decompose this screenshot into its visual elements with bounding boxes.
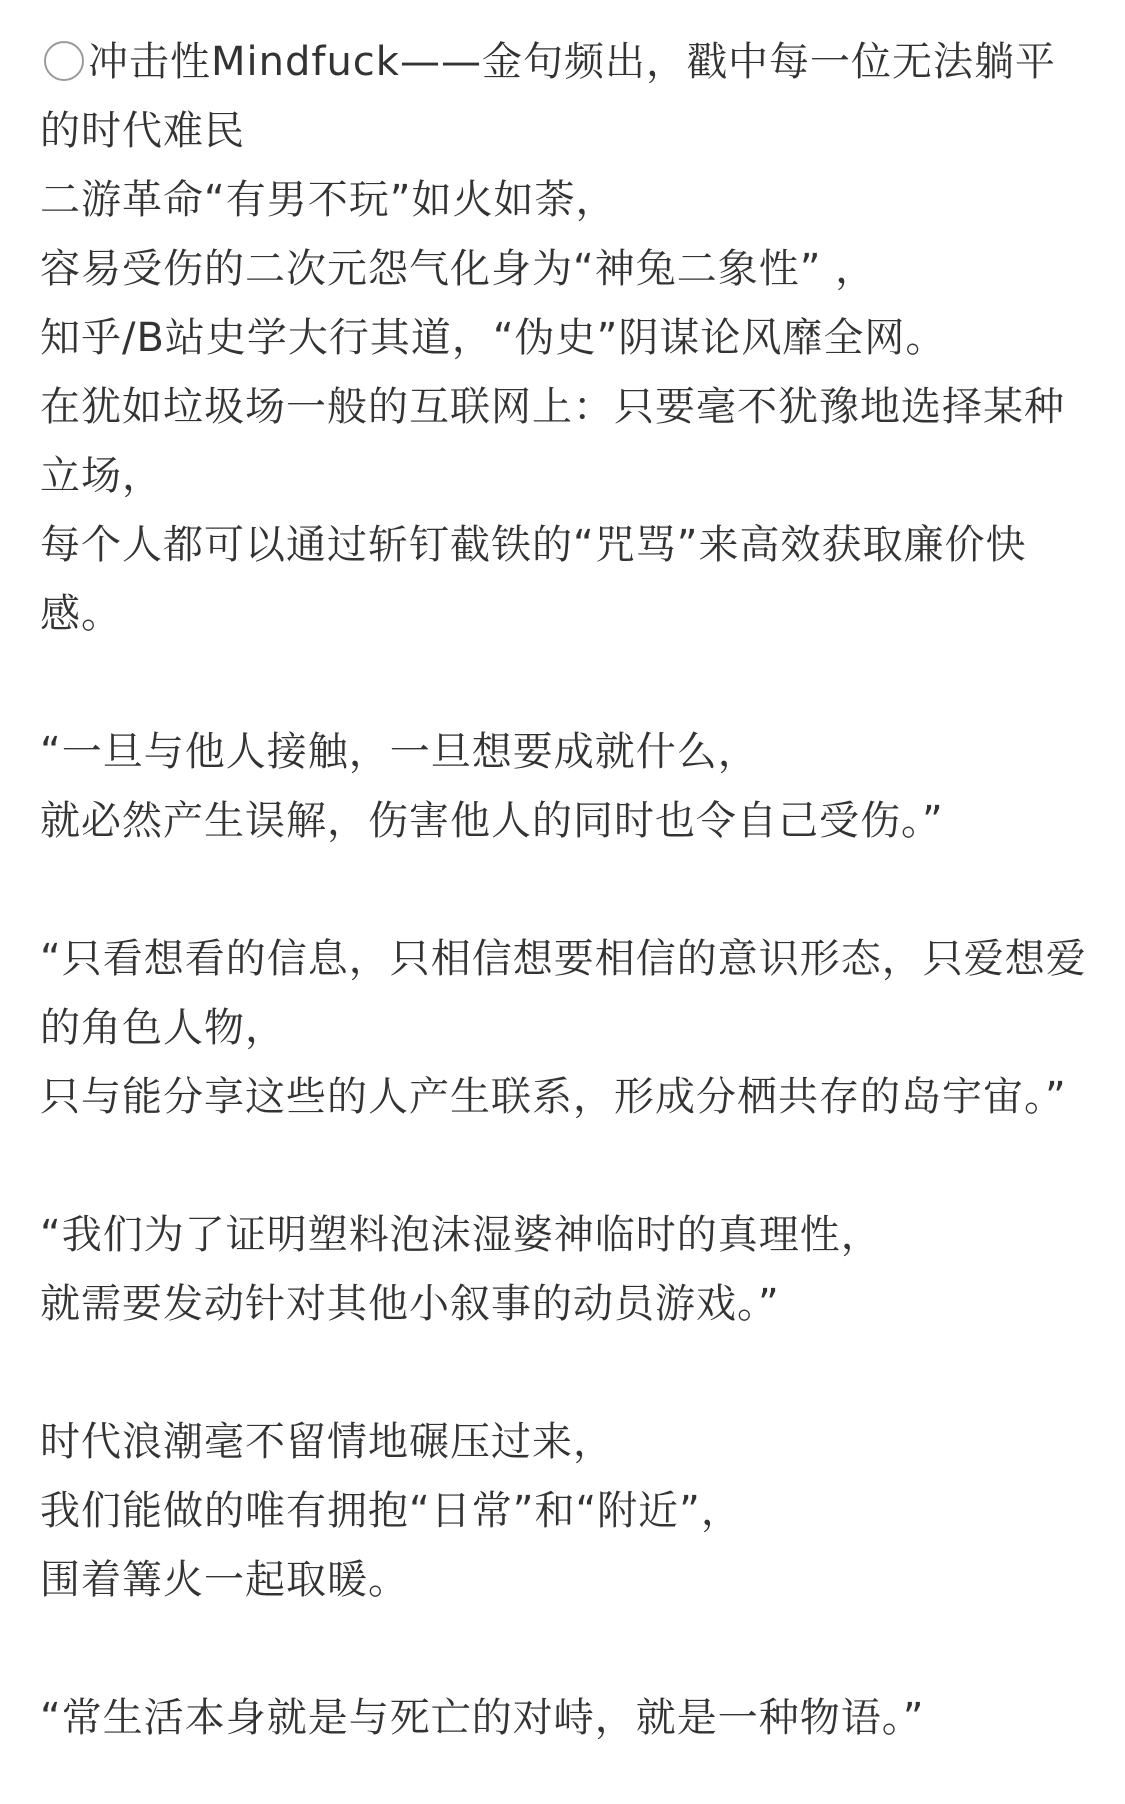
text-line: 知乎/B站史学大行其道，“伪史”阴谋论风靡全网。 — [40, 315, 947, 361]
text-line: “一旦与他人接触，一旦想要成就什么， — [40, 729, 759, 775]
text-line: 就必然产生误解，伤害他人的同时也令自己受伤。” — [40, 798, 944, 844]
paragraph-quote-4 — [40, 1684, 1090, 1753]
text-line: “我们为了证明塑料泡沫湿婆神临时的真理性， — [40, 1212, 882, 1258]
text-line: “只看想看的信息，只相信想要相信的意识形态，只爱想爱的角色人物， — [40, 936, 1087, 1051]
text-line: 在犹如垃圾场一般的互联网上：只要毫不犹豫地选择某种立场， — [40, 384, 1065, 499]
paragraph-quote-1 — [40, 718, 1090, 856]
article-body — [40, 28, 1090, 1753]
paragraph-quote-2 — [40, 925, 1090, 1132]
text-line: 我们能做的唯有拥抱“日常”和“附近”， — [40, 1488, 742, 1534]
paragraph-intro — [40, 28, 1090, 649]
circle-icon — [44, 41, 84, 81]
paragraph-quote-3 — [40, 1201, 1090, 1339]
text-line: 就需要发动针对其他小叙事的动员游戏。” — [40, 1281, 780, 1327]
text-line: 每个人都可以通过斩钉截铁的“咒骂”来高效获取廉价快感。 — [40, 522, 1027, 637]
text-line: 冲击性Mindfuck——金句频出，戳中每一位无法躺平的时代难民 — [40, 39, 1056, 154]
text-line: 只与能分享这些的人产生联系，形成分栖共存的岛宇宙。” — [40, 1074, 1067, 1120]
text-line: 二游革命“有男不玩”如火如荼， — [40, 177, 617, 223]
text-line: 围着篝火一起取暖。 — [40, 1557, 409, 1603]
paragraph-conclusion — [40, 1408, 1090, 1615]
text-line: 容易受伤的二次元怨气化身为“神兔二象性” ， — [40, 246, 877, 292]
text-line: “常生活本身就是与死亡的对峙，就是一种物语。” — [40, 1695, 925, 1741]
text-line: 时代浪潮毫不留情地碾压过来， — [40, 1419, 614, 1465]
